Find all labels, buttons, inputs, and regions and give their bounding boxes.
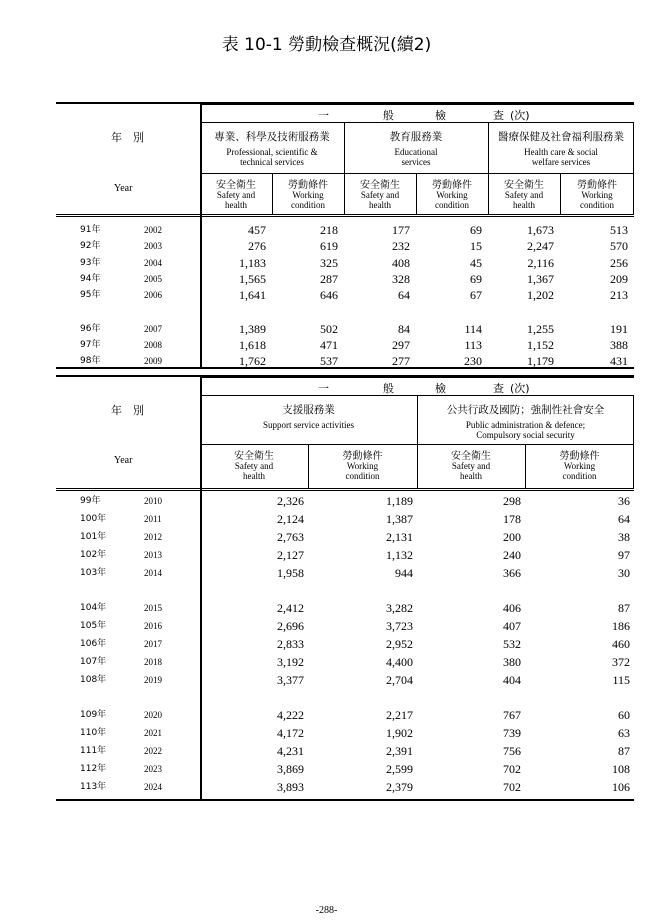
- table-cell: 457: [248, 223, 266, 237]
- table-cell: 460: [612, 637, 630, 651]
- table-cell: 240: [503, 548, 521, 562]
- table-cell: 1,958: [277, 566, 304, 580]
- working-condition-en: Working condition: [291, 190, 325, 210]
- general-inspection-label: 查: [493, 382, 504, 395]
- row-year-roc: 96年: [80, 323, 101, 334]
- row-year-ad: 2021: [144, 728, 162, 738]
- rule-line: [200, 104, 634, 105]
- safety-health-zh: 安全衛生: [451, 451, 491, 462]
- table-cell: 1,132: [386, 548, 413, 562]
- table-cell: 372: [612, 655, 630, 669]
- row-year-roc: 100年: [80, 514, 107, 524]
- table-cell: 388: [610, 337, 628, 352]
- table-cell: 1,189: [386, 494, 413, 508]
- table-cell: 213: [610, 288, 628, 303]
- table-cell: 1,673: [527, 223, 554, 237]
- row-year-ad: 2012: [144, 532, 162, 542]
- row-year-ad: 2016: [144, 621, 162, 631]
- safety-health-en: Safety and health: [360, 190, 400, 210]
- group-title-zh: 支援服務業: [282, 404, 335, 416]
- working-condition-en: Working condition: [562, 461, 597, 481]
- table-cell: 407: [503, 619, 521, 633]
- group-title-en: Professional, scientific & technical services: [226, 147, 318, 167]
- table-cell: 191: [610, 321, 628, 336]
- table-cell: 4,231: [277, 744, 304, 758]
- row-year-ad: 2014: [144, 568, 162, 578]
- stub-en: Year: [114, 183, 133, 194]
- rule-line: [200, 377, 634, 378]
- table-cell: 1,367: [527, 271, 554, 286]
- row-year-roc: 112年: [80, 764, 107, 774]
- row-year-roc: 107年: [80, 657, 107, 667]
- table-cell: 1,618: [239, 337, 266, 352]
- working-condition-en: Working condition: [435, 190, 469, 210]
- table-cell: 380: [503, 655, 521, 669]
- row-year-ad: 2004: [144, 257, 162, 268]
- table-cell: 298: [503, 494, 521, 508]
- row-year-roc: 106年: [80, 639, 107, 649]
- row-year-ad: 2008: [144, 339, 162, 350]
- table-cell: 3,723: [386, 619, 413, 633]
- table-cell: 64: [618, 512, 630, 526]
- row-year-ad: 2003: [144, 241, 162, 252]
- row-year-ad: 2010: [144, 496, 162, 506]
- table-cell: 1,902: [386, 726, 413, 740]
- table-cell: 406: [503, 601, 521, 615]
- safety-health-zh: 安全衛生: [504, 180, 544, 191]
- rule-line: [200, 122, 634, 123]
- table-cell: 767: [503, 708, 521, 722]
- table-cell: 2,247: [527, 239, 554, 254]
- row-year-roc: 110年: [80, 728, 107, 738]
- table-cell: 277: [392, 354, 410, 369]
- row-year-roc: 94年: [80, 273, 101, 284]
- table-cell: 1,565: [239, 271, 266, 286]
- row-year-ad: 2022: [144, 746, 162, 756]
- working-condition-zh: 勞動條件: [559, 451, 600, 462]
- table-cell: 513: [610, 223, 628, 237]
- working-condition-zh: 勞動條件: [288, 180, 328, 191]
- table-cell: 2,127: [277, 548, 304, 562]
- row-year-ad: 2011: [144, 514, 162, 524]
- row-year-ad: 2020: [144, 710, 162, 720]
- table-cell: 756: [503, 744, 521, 758]
- table-cell: 69: [470, 223, 482, 237]
- stub-zh: 年 別: [111, 404, 144, 417]
- table-cell: 1,641: [239, 288, 266, 303]
- table-cell: 97: [618, 548, 630, 562]
- safety-health-zh: 安全衛生: [216, 180, 256, 191]
- table-cell: 69: [470, 271, 482, 286]
- rule-line: [200, 173, 634, 174]
- table-cell: 230: [464, 354, 482, 369]
- table-cell: 366: [503, 566, 521, 580]
- row-year-ad: 2002: [144, 225, 162, 235]
- table-cell: 2,379: [386, 780, 413, 794]
- general-inspection-label: 一: [318, 109, 329, 122]
- table-cell: 739: [503, 726, 521, 740]
- safety-health-zh: 安全衛生: [234, 451, 274, 462]
- general-inspection-label: 檢: [435, 382, 446, 395]
- table-cell: 2,696: [277, 619, 304, 633]
- group-title-en: Public administration & defence; Compulsory social security: [465, 420, 586, 440]
- table-cell: 2,116: [527, 255, 554, 270]
- table-cell: 1,255: [527, 321, 554, 336]
- row-year-ad: 2006: [144, 290, 162, 301]
- table-cell: 87: [618, 601, 630, 615]
- table-cell: 404: [503, 673, 521, 687]
- row-year-roc: 105年: [80, 621, 107, 631]
- general-inspection-label: (次): [510, 109, 530, 122]
- table-cell: 2,217: [386, 708, 413, 722]
- table-cell: 1,762: [239, 354, 266, 369]
- general-inspection-label: 檢: [435, 109, 446, 122]
- table-cell: 3,377: [277, 673, 304, 687]
- row-year-roc: 102年: [80, 550, 107, 560]
- row-year-ad: 2007: [144, 323, 162, 334]
- row-year-ad: 2019: [144, 675, 162, 685]
- safety-health-en: Safety and health: [234, 461, 274, 481]
- row-year-roc: 93年: [80, 257, 101, 268]
- table-cell: 537: [320, 354, 338, 369]
- table-cell: 108: [612, 762, 630, 776]
- row-year-roc: 98年: [80, 356, 101, 367]
- row-year-roc: 104年: [80, 603, 107, 613]
- row-year-ad: 2009: [144, 356, 162, 367]
- table-cell: 177: [392, 223, 410, 237]
- table-cell: 84: [398, 321, 410, 336]
- table-cell: 2,763: [277, 530, 304, 544]
- general-inspection-label: 般: [383, 109, 394, 122]
- row-year-ad: 2015: [144, 603, 162, 613]
- table-cell: 3,893: [277, 780, 304, 794]
- table-cell: 178: [503, 512, 521, 526]
- row-year-roc: 97年: [80, 339, 101, 350]
- group-title-en: Support service activities: [263, 420, 354, 430]
- table-cell: 30: [618, 566, 630, 580]
- table-cell: 287: [320, 271, 338, 286]
- row-year-roc: 103年: [80, 568, 107, 578]
- table-cell: 3,869: [277, 762, 304, 776]
- row-year-ad: 2024: [144, 782, 162, 792]
- row-year-roc: 95年: [80, 290, 101, 301]
- table-cell: 2,599: [386, 762, 413, 776]
- row-year-roc: 92年: [80, 241, 101, 252]
- group-title-en: Educational services: [394, 147, 438, 167]
- table-cell: 2,124: [277, 512, 304, 526]
- table-cell: 67: [470, 288, 482, 303]
- table-cell: 2,704: [386, 673, 413, 687]
- rule-line: [200, 377, 202, 799]
- group-title-en: Health care & social welfare services: [524, 147, 598, 167]
- table-cell: 2,391: [386, 744, 413, 758]
- rule-line: [56, 490, 634, 491]
- table-cell: 113: [464, 337, 482, 352]
- group-title-zh: 教育服務業: [389, 131, 443, 143]
- page-title: 表 10-1 勞動檢查概況(續2): [221, 35, 432, 55]
- working-condition-zh: 勞動條件: [432, 180, 472, 191]
- rule-line: [56, 799, 634, 801]
- table-cell: 2,833: [277, 637, 304, 651]
- table-cell: 64: [398, 288, 410, 303]
- table-cell: 1,389: [239, 321, 266, 336]
- stub-en: Year: [114, 455, 133, 466]
- table-cell: 38: [618, 530, 630, 544]
- group-title-zh: 醫療保健及社會福利服務業: [498, 131, 624, 143]
- row-year-ad: 2017: [144, 639, 162, 649]
- row-year-ad: 2018: [144, 657, 162, 667]
- row-year-roc: 111年: [80, 746, 107, 756]
- safety-health-en: Safety and health: [451, 461, 491, 481]
- table-cell: 1,387: [386, 512, 413, 526]
- safety-health-en: Safety and health: [216, 190, 256, 210]
- table-cell: 60: [618, 708, 630, 722]
- table-cell: 646: [320, 288, 338, 303]
- table-cell: 325: [320, 255, 338, 270]
- table-cell: 328: [392, 271, 410, 286]
- general-inspection-label: 般: [383, 382, 394, 395]
- group-title-zh: 專業、科學及技術服務業: [214, 131, 330, 143]
- rule-line: [56, 214, 634, 215]
- table-cell: 431: [610, 354, 628, 369]
- table-cell: 702: [503, 762, 521, 776]
- general-inspection-label: 查: [493, 109, 504, 122]
- safety-health-zh: 安全衛生: [360, 180, 400, 191]
- table-cell: 115: [612, 673, 630, 687]
- table-cell: 1,202: [527, 288, 554, 303]
- working-condition-en: Working condition: [580, 190, 614, 210]
- row-year-roc: 101年: [80, 532, 107, 542]
- table-cell: 4,172: [277, 726, 304, 740]
- table-cell: 471: [320, 337, 338, 352]
- table-cell: 702: [503, 780, 521, 794]
- rule-line: [56, 488, 634, 489]
- table-cell: 200: [503, 530, 521, 544]
- working-condition-zh: 勞動條件: [342, 451, 383, 462]
- table-cell: 1,183: [239, 255, 266, 270]
- table-cell: 2,131: [386, 530, 413, 544]
- working-condition-zh: 勞動條件: [577, 180, 617, 191]
- table-cell: 114: [464, 321, 482, 336]
- table-cell: 218: [320, 223, 338, 237]
- table-cell: 502: [320, 321, 338, 336]
- safety-health-en: Safety and health: [504, 190, 544, 210]
- working-condition-en: Working condition: [345, 461, 380, 481]
- table-cell: 532: [503, 637, 521, 651]
- table-cell: 2,412: [277, 601, 304, 615]
- row-year-roc: 113年: [80, 782, 107, 792]
- table-cell: 45: [470, 255, 482, 270]
- table-cell: 209: [610, 271, 628, 286]
- row-year-roc: 109年: [80, 710, 107, 720]
- table-cell: 297: [392, 337, 410, 352]
- table-cell: 106: [612, 780, 630, 794]
- table-cell: 3,282: [386, 601, 413, 615]
- table-cell: 4,400: [386, 655, 413, 669]
- row-year-roc: 99年: [80, 496, 101, 506]
- table-cell: 2,326: [277, 494, 304, 508]
- table-cell: 256: [610, 255, 628, 270]
- table-cell: 3,192: [277, 655, 304, 669]
- table-cell: 276: [248, 239, 266, 254]
- table-cell: 1,179: [527, 354, 554, 369]
- table-cell: 4,222: [277, 708, 304, 722]
- row-year-roc: 91年: [80, 225, 101, 235]
- group-title-zh: 公共行政及國防；強制性社會安全: [446, 404, 605, 416]
- stub-zh: 年 別: [111, 131, 144, 144]
- rule-line: [56, 216, 634, 217]
- general-inspection-label: (次): [510, 382, 530, 395]
- table-cell: 63: [618, 726, 630, 740]
- table-cell: 87: [618, 744, 630, 758]
- table-cell: 2,952: [386, 637, 413, 651]
- table-cell: 944: [395, 566, 413, 580]
- general-inspection-label: 一: [318, 382, 329, 395]
- page-number: -288-: [315, 905, 338, 916]
- table-cell: 36: [618, 494, 630, 508]
- row-year-ad: 2013: [144, 550, 162, 560]
- row-year-ad: 2023: [144, 764, 162, 774]
- table-cell: 619: [320, 239, 338, 254]
- row-year-roc: 108年: [80, 675, 107, 685]
- table-cell: 15: [470, 239, 482, 254]
- row-year-ad: 2005: [144, 273, 162, 284]
- table-cell: 408: [392, 255, 410, 270]
- table-cell: 1,152: [527, 337, 554, 352]
- table-cell: 570: [610, 239, 628, 254]
- table-cell: 186: [612, 619, 630, 633]
- table-cell: 232: [392, 239, 410, 254]
